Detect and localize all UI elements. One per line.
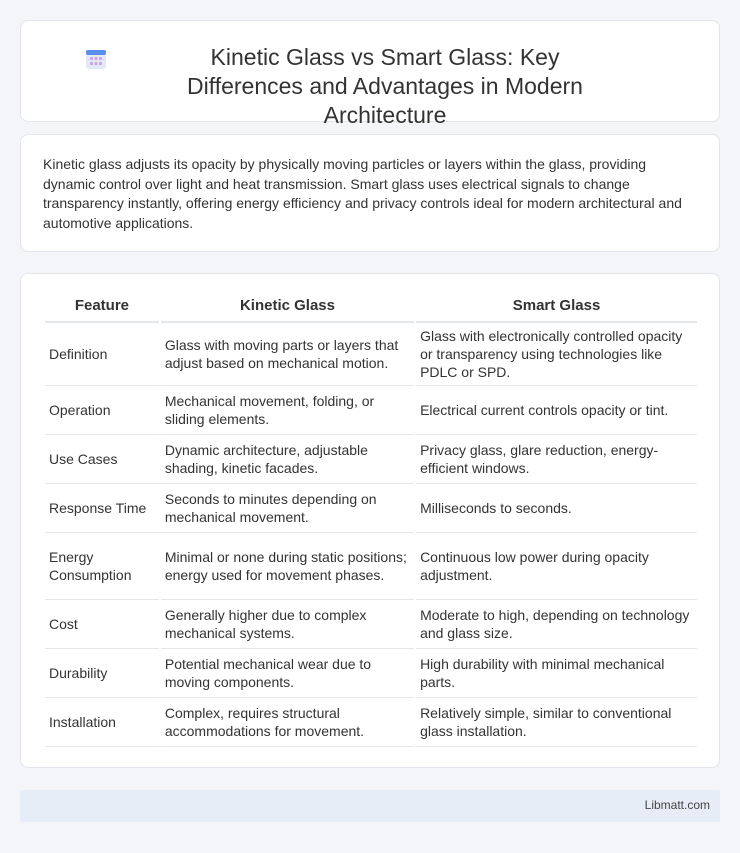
table-row	[45, 484, 697, 533]
footer-brand-link[interactable]: Libmatt.com	[644, 798, 710, 812]
row-feature-cell: Cost	[45, 600, 159, 649]
table-header-row	[45, 291, 697, 323]
row-smart-cell: Continuous low power during opacity adjustment.	[416, 533, 697, 600]
page-title: Kinetic Glass vs Smart Glass: Key Differences and Advantages in Modern Architecture	[187, 44, 583, 128]
row-smart-cell: Moderate to high, depending on technology and glass size.	[416, 600, 697, 649]
row-smart-cell: Milliseconds to seconds.	[416, 484, 697, 533]
intro-card	[20, 134, 720, 252]
header-kinetic-glass: Kinetic Glass	[161, 291, 414, 323]
row-smart-cell: Glass with electronically controlled opacity or transparency using technologies like PDLC or SPD.	[416, 323, 697, 386]
intro-paragraph: Kinetic glass adjusts its opacity by physically moving particles or layers within the glass, providing dynamic control over light and heat transmission. Smart glass uses electrical signals to change transparency instantly, offering energy efficiency and privacy controls ideal for modern architectural and automotive applications.	[43, 156, 682, 231]
row-feature-cell: Energy Consumption	[45, 533, 159, 600]
row-kinetic-cell: Potential mechanical wear due to moving components.	[161, 649, 414, 698]
title-card	[20, 20, 720, 128]
row-smart-cell: High durability with minimal mechanical parts.	[416, 649, 697, 698]
row-kinetic-cell: Dynamic architecture, adjustable shading, kinetic facades.	[161, 435, 414, 484]
table-row	[45, 435, 697, 484]
row-feature-cell: Installation	[45, 698, 159, 747]
row-kinetic-cell: Glass with moving parts or layers that adjust based on mechanical motion.	[161, 323, 414, 386]
row-feature-cell: Use Cases	[45, 435, 159, 484]
row-feature-cell: Durability	[45, 649, 159, 698]
table-row	[45, 649, 697, 698]
row-smart-cell: Relatively simple, similar to conventional glass installation.	[416, 698, 697, 747]
table-row	[45, 600, 697, 649]
comparison-table	[43, 291, 699, 747]
header-feature: Feature	[45, 291, 159, 323]
row-kinetic-cell: Complex, requires structural accommodations for movement.	[161, 698, 414, 747]
header-smart-glass: Smart Glass	[416, 291, 697, 323]
row-kinetic-cell: Minimal or none during static positions; energy used for movement phases.	[161, 533, 414, 600]
table-row	[45, 323, 697, 386]
row-kinetic-cell: Seconds to minutes depending on mechanical movement.	[161, 484, 414, 533]
row-feature-cell: Definition	[45, 323, 159, 386]
row-feature-cell: Operation	[45, 386, 159, 435]
row-kinetic-cell: Mechanical movement, folding, or sliding elements.	[161, 386, 414, 435]
row-kinetic-cell: Generally higher due to complex mechanical systems.	[161, 600, 414, 649]
row-feature-cell: Response Time	[45, 484, 159, 533]
row-smart-cell: Privacy glass, glare reduction, energy-efficient windows.	[416, 435, 697, 484]
table-row	[45, 698, 697, 747]
comparison-table-card	[20, 273, 720, 768]
table-row	[45, 386, 697, 435]
table-row	[45, 533, 697, 600]
row-smart-cell: Electrical current controls opacity or tint.	[416, 386, 697, 435]
footer-bar	[20, 790, 720, 822]
